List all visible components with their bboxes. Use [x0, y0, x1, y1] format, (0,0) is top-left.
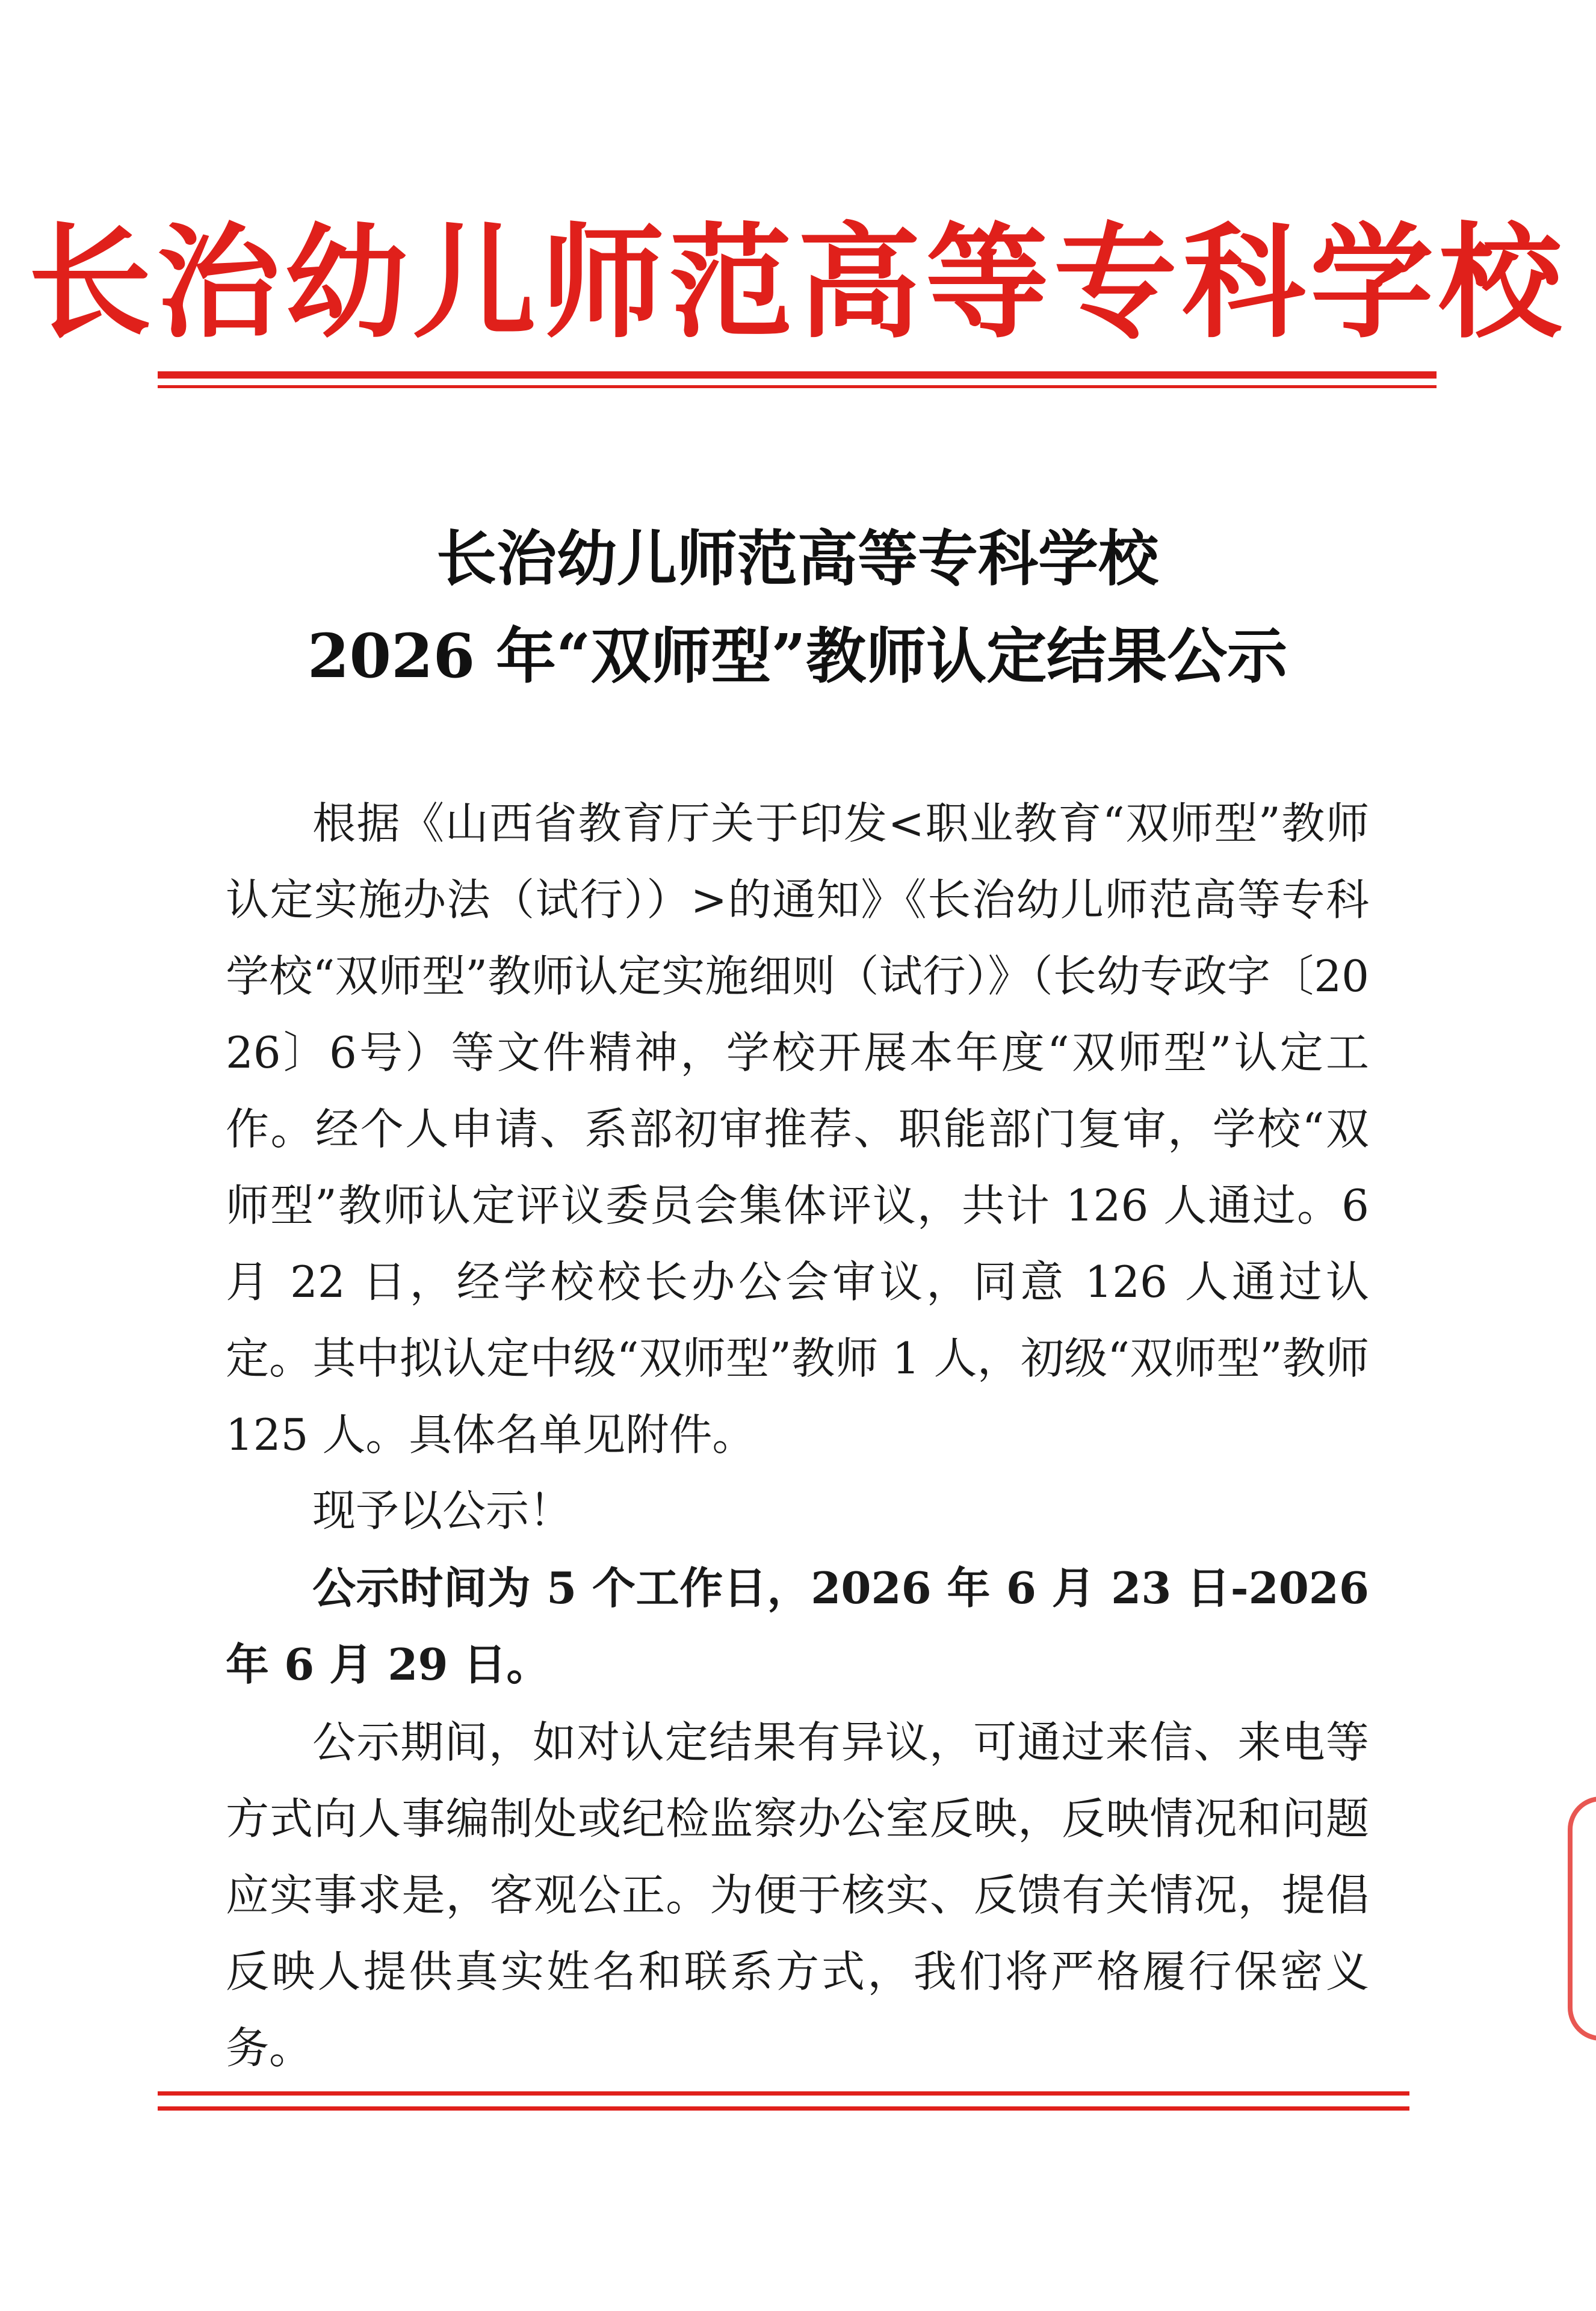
paragraph-text: 根据《山西省教育厅关于印发<职业教育“双师型”教师认定实施办法（试行））>的通知》《长治幼儿师范高等专科学校“双师型”教师认定实施细则（试行）》（长幼专政字〔2026〕6号）等文件精神，学校开展本年度“双师型”认定工作。经个人申请、系部初审推荐、职能部门复审，学校“双师型”教师认定评议委员会集体评议，共计 126 人通过。6 月 22 日，经学校校长办公会审议，同意 126 人通过认定。其中拟认定中级“双师型”教师 1 人，初级“双师型”教师 125 人。具体名单见附件。	[226, 798, 1369, 1460]
paragraph-text: 公示时间为 5 个工作日，2026 年 6 月 23 日-2026 年 6 月 29 日。	[226, 1562, 1369, 1690]
footer-rule-2	[158, 2106, 1409, 2111]
letterhead-org-name: 长治幼儿师范高等专科学校	[28, 210, 1567, 355]
paragraph-text: 公示期间，如对认定结果有异议，可通过来信、来电等方式向人事编制处或纪检监察办公室反映，反映情况和问题应实事求是，客观公正。为便于核实、反馈有关情况，提倡反映人提供真实姓名和联系方式，我们将严格履行保密义务。	[226, 1717, 1369, 2073]
body-paragraph-4	[226, 1704, 1369, 2087]
letterhead	[28, 199, 1567, 367]
footer-rule-1	[158, 2091, 1409, 2096]
body-paragraph-3-publicity-period	[226, 1550, 1369, 1703]
body-paragraph-1	[226, 785, 1369, 1473]
letterhead-rule-thick	[158, 371, 1437, 379]
document-title-line2: 2026 年“双师型”教师认定结果公示	[307, 620, 1288, 691]
letterhead-rule-thin	[158, 385, 1437, 388]
official-seal-partial	[1568, 1796, 1596, 2041]
document-title-line1: 长治幼儿师范高等专科学校	[436, 523, 1158, 594]
paragraph-text: 现予以公示！	[312, 1485, 573, 1536]
body-paragraph-2	[226, 1473, 1369, 1549]
